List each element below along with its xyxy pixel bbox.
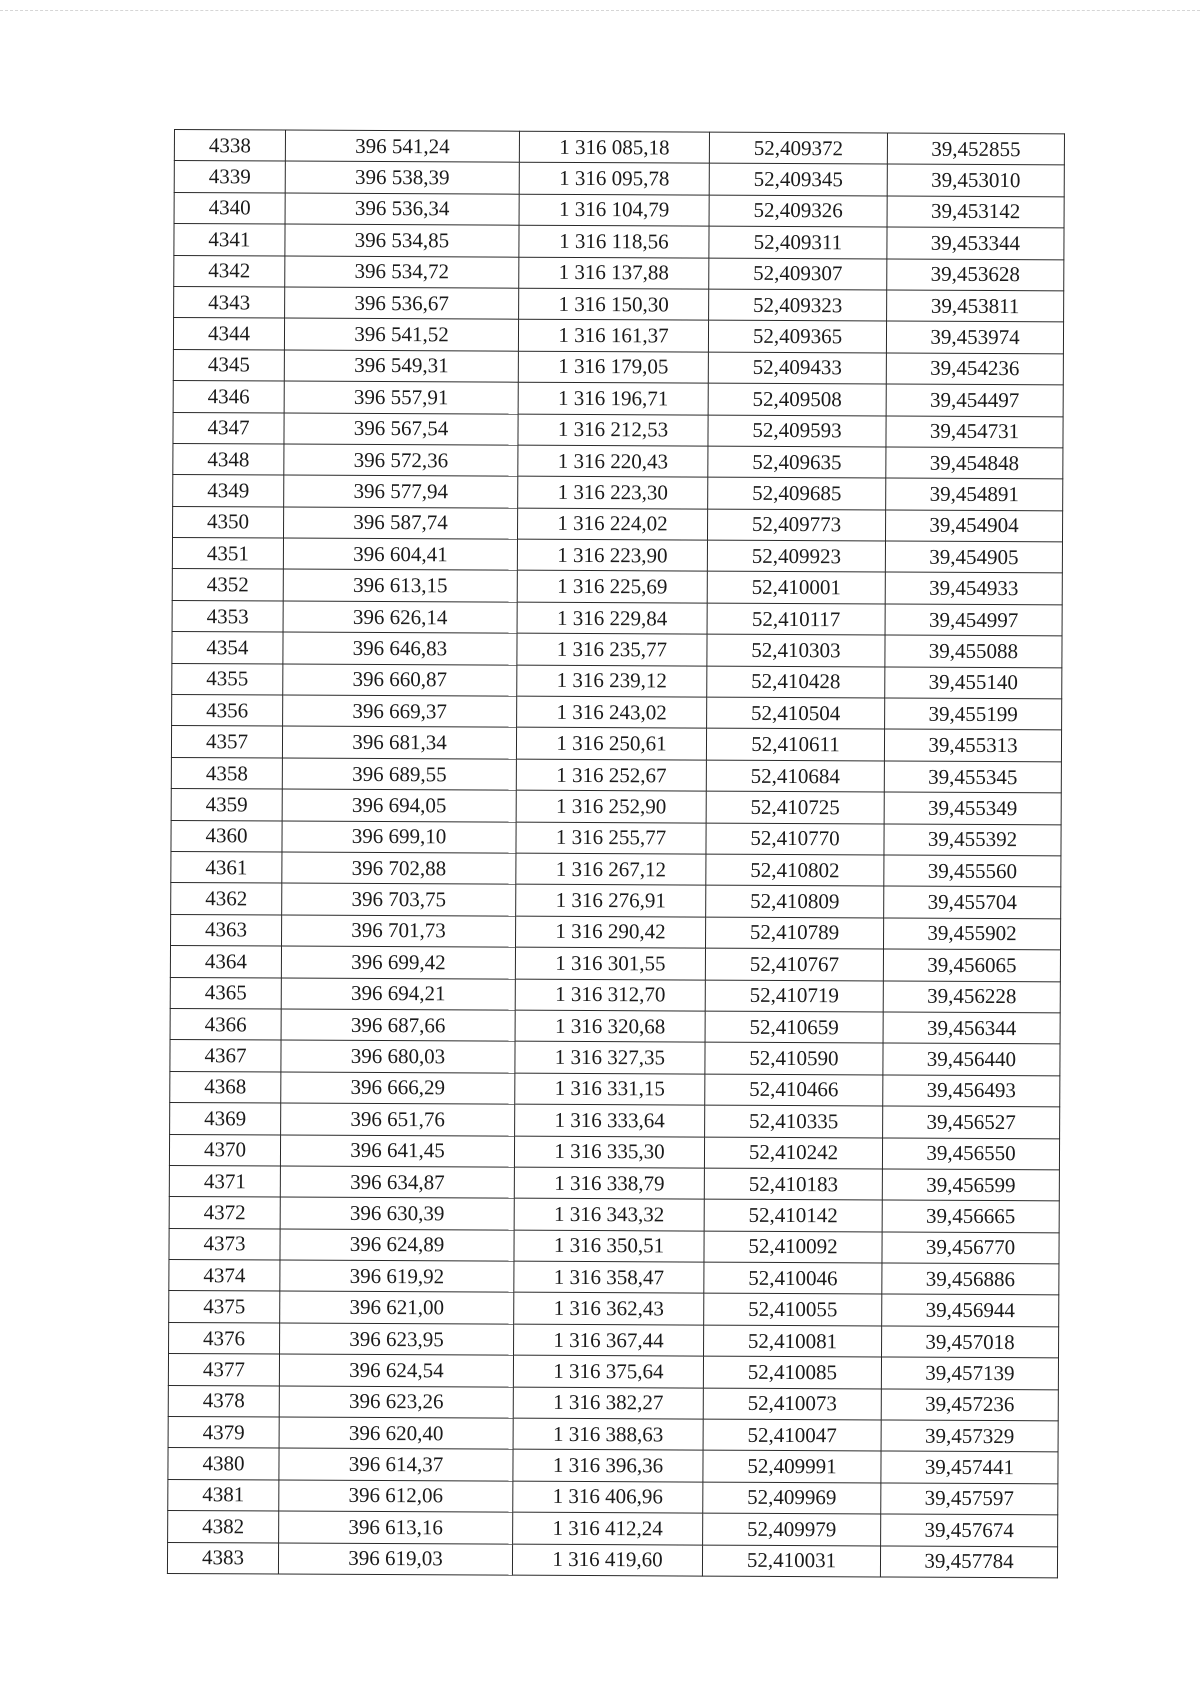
cell-point-number: 4351 (172, 538, 283, 570)
coordinates-table-body (167, 130, 1064, 1578)
cell-coord-y: 1 316 223,90 (517, 539, 707, 571)
cell-coord-y: 1 316 137,88 (519, 257, 709, 289)
cell-coord-y: 1 316 161,37 (518, 320, 708, 352)
cell-latitude: 52,410335 (705, 1105, 883, 1137)
cell-longitude: 39,454997 (885, 604, 1062, 636)
scan-edge-line (0, 10, 1200, 11)
cell-coord-x: 396 681,34 (282, 726, 516, 759)
table-row (172, 600, 1062, 636)
table-row (174, 286, 1064, 322)
cell-coord-x: 396 614,37 (279, 1448, 513, 1481)
cell-point-number: 4367 (170, 1040, 281, 1072)
cell-coord-y: 1 316 327,35 (515, 1042, 705, 1074)
table-row (170, 1008, 1060, 1044)
cell-point-number: 4381 (168, 1479, 279, 1511)
cell-coord-y: 1 316 358,47 (514, 1261, 704, 1293)
cell-point-number: 4343 (174, 286, 285, 318)
cell-longitude: 39,455140 (885, 667, 1062, 699)
table-row (173, 318, 1063, 354)
cell-longitude: 39,457236 (881, 1389, 1058, 1421)
table-row (173, 381, 1063, 417)
cell-latitude: 52,410073 (703, 1388, 881, 1420)
cell-latitude: 52,410590 (705, 1042, 883, 1074)
cell-longitude: 39,455392 (884, 824, 1061, 856)
cell-point-number: 4350 (173, 506, 284, 538)
cell-longitude: 39,452855 (887, 133, 1064, 165)
cell-latitude: 52,410719 (705, 980, 883, 1012)
cell-longitude: 39,453010 (887, 164, 1064, 196)
cell-longitude: 39,457597 (881, 1483, 1058, 1515)
cell-latitude: 52,409685 (708, 477, 886, 509)
table-row (169, 1197, 1059, 1233)
cell-point-number: 4363 (171, 914, 282, 946)
cell-coord-x: 396 534,72 (285, 256, 519, 289)
cell-coord-x: 396 541,24 (285, 130, 519, 163)
cell-coord-y: 1 316 406,96 (513, 1481, 703, 1513)
cell-coord-y: 1 316 412,24 (513, 1512, 703, 1544)
cell-coord-y: 1 316 396,36 (513, 1450, 703, 1482)
cell-coord-x: 396 604,41 (283, 538, 517, 571)
cell-coord-y: 1 316 276,91 (516, 885, 706, 917)
table-row (172, 538, 1062, 574)
table-row (172, 663, 1062, 699)
table-row (168, 1417, 1058, 1453)
cell-point-number: 4359 (171, 789, 282, 821)
cell-coord-y: 1 316 382,27 (513, 1387, 703, 1419)
cell-coord-x: 396 623,95 (280, 1323, 514, 1356)
table-row (172, 632, 1062, 668)
cell-coord-x: 396 619,92 (280, 1260, 514, 1293)
cell-latitude: 52,410428 (707, 666, 885, 698)
table-row (169, 1165, 1059, 1201)
cell-latitude: 52,410047 (703, 1419, 881, 1451)
cell-point-number: 4378 (168, 1385, 279, 1417)
cell-longitude: 39,456665 (882, 1200, 1059, 1232)
cell-point-number: 4373 (169, 1228, 280, 1260)
cell-longitude: 39,457018 (882, 1326, 1059, 1358)
table-row (172, 695, 1062, 731)
cell-coord-x: 396 621,00 (280, 1291, 514, 1324)
cell-coord-y: 1 316 338,79 (514, 1167, 704, 1199)
cell-longitude: 39,457329 (881, 1420, 1058, 1452)
cell-coord-x: 396 651,76 (281, 1103, 515, 1136)
table-row (173, 443, 1063, 479)
cell-coord-y: 1 316 225,69 (517, 571, 707, 603)
cell-coord-x: 396 587,74 (284, 507, 518, 540)
cell-longitude: 39,456770 (882, 1232, 1059, 1264)
cell-latitude: 52,410117 (707, 603, 885, 635)
table-row (170, 1040, 1060, 1076)
cell-latitude: 52,410684 (706, 760, 884, 792)
cell-latitude: 52,409508 (708, 383, 886, 415)
cell-latitude: 52,410504 (707, 697, 885, 729)
table-row (170, 946, 1060, 982)
cell-latitude: 52,409593 (708, 415, 886, 447)
cell-longitude: 39,455313 (884, 729, 1061, 761)
cell-point-number: 4354 (172, 632, 283, 664)
cell-coord-x: 396 567,54 (284, 413, 518, 446)
cell-latitude: 52,409311 (709, 226, 887, 258)
cell-coord-y: 1 316 312,70 (515, 979, 705, 1011)
cell-latitude: 52,410659 (705, 1011, 883, 1043)
cell-coord-x: 396 699,10 (282, 821, 516, 854)
cell-longitude: 39,457441 (881, 1451, 1058, 1483)
table-row (171, 789, 1061, 825)
cell-coord-y: 1 316 196,71 (518, 382, 708, 414)
cell-point-number: 4368 (170, 1071, 281, 1103)
cell-longitude: 39,454933 (885, 572, 1062, 604)
cell-latitude: 52,409323 (709, 289, 887, 321)
cell-point-number: 4339 (174, 161, 285, 193)
cell-longitude: 39,453628 (887, 259, 1064, 291)
cell-point-number: 4341 (174, 224, 285, 256)
table-row (170, 977, 1060, 1013)
cell-coord-y: 1 316 388,63 (513, 1418, 703, 1450)
table-row (171, 757, 1061, 793)
cell-coord-x: 396 536,34 (285, 193, 519, 226)
cell-longitude: 39,455902 (884, 918, 1061, 950)
cell-latitude: 52,410770 (706, 823, 884, 855)
cell-latitude: 52,409969 (703, 1482, 881, 1514)
cell-coord-x: 396 620,40 (279, 1417, 513, 1450)
table-row (168, 1354, 1058, 1390)
cell-coord-y: 1 316 220,43 (518, 445, 708, 477)
cell-latitude: 52,409326 (709, 195, 887, 227)
cell-longitude: 39,456886 (882, 1263, 1059, 1295)
cell-latitude: 52,409923 (707, 540, 885, 572)
cell-coord-x: 396 687,66 (281, 1009, 515, 1042)
cell-coord-x: 396 703,75 (282, 883, 516, 916)
table-row (171, 914, 1061, 950)
cell-longitude: 39,453811 (887, 290, 1064, 322)
cell-coord-y: 1 316 104,79 (519, 194, 709, 226)
cell-latitude: 52,410802 (706, 854, 884, 886)
cell-longitude: 39,456344 (883, 1012, 1060, 1044)
table-row (174, 192, 1064, 228)
cell-longitude: 39,455349 (884, 792, 1061, 824)
cell-point-number: 4345 (173, 349, 284, 381)
cell-coord-x: 396 630,39 (280, 1197, 514, 1230)
cell-latitude: 52,410725 (706, 791, 884, 823)
cell-coord-y: 1 316 350,51 (514, 1230, 704, 1262)
cell-point-number: 4353 (172, 600, 283, 632)
cell-point-number: 4362 (171, 883, 282, 915)
cell-latitude: 52,410055 (704, 1294, 882, 1326)
cell-latitude: 52,410789 (706, 917, 884, 949)
table-row (171, 883, 1061, 919)
cell-latitude: 52,410809 (706, 885, 884, 917)
cell-point-number: 4382 (168, 1511, 279, 1543)
table-row (169, 1228, 1059, 1264)
cell-longitude: 39,456065 (883, 949, 1060, 981)
cell-coord-x: 396 619,03 (278, 1543, 512, 1576)
cell-coord-x: 396 694,21 (281, 978, 515, 1011)
cell-point-number: 4366 (170, 1008, 281, 1040)
cell-point-number: 4348 (173, 443, 284, 475)
cell-longitude: 39,457674 (881, 1514, 1058, 1546)
cell-coord-x: 396 624,54 (279, 1354, 513, 1387)
cell-latitude: 52,410031 (702, 1545, 880, 1577)
cell-longitude: 39,457784 (880, 1546, 1057, 1578)
cell-coord-y: 1 316 267,12 (516, 853, 706, 885)
cell-longitude: 39,456599 (882, 1169, 1059, 1201)
cell-coord-y: 1 316 229,84 (517, 602, 707, 634)
cell-coord-x: 396 557,91 (284, 381, 518, 414)
cell-coord-y: 1 316 252,67 (516, 759, 706, 791)
cell-longitude: 39,454731 (886, 415, 1063, 447)
cell-point-number: 4342 (174, 255, 285, 287)
cell-coord-y: 1 316 212,53 (518, 414, 708, 446)
cell-point-number: 4369 (170, 1103, 281, 1135)
cell-coord-y: 1 316 235,77 (517, 633, 707, 665)
cell-point-number: 4380 (168, 1448, 279, 1480)
cell-point-number: 4371 (169, 1165, 280, 1197)
cell-coord-y: 1 316 343,32 (514, 1198, 704, 1230)
cell-longitude: 39,454497 (886, 384, 1063, 416)
cell-coord-x: 396 702,88 (282, 852, 516, 885)
cell-latitude: 52,409433 (708, 352, 886, 384)
cell-latitude: 52,410046 (704, 1262, 882, 1294)
table-row (174, 130, 1064, 166)
cell-coord-y: 1 316 179,05 (518, 351, 708, 383)
cell-coord-x: 396 641,45 (280, 1135, 514, 1168)
cell-coord-y: 1 316 375,64 (513, 1355, 703, 1387)
table-row (173, 349, 1063, 385)
cell-coord-x: 396 577,94 (284, 475, 518, 508)
cell-coord-y: 1 316 252,90 (516, 790, 706, 822)
cell-longitude: 39,455088 (885, 635, 1062, 667)
cell-latitude: 52,409345 (709, 164, 887, 196)
cell-coord-y: 1 316 095,78 (519, 163, 709, 195)
cell-longitude: 39,456493 (883, 1075, 1060, 1107)
cell-latitude: 52,409307 (709, 258, 887, 290)
cell-coord-x: 396 699,42 (281, 946, 515, 979)
cell-coord-y: 1 316 250,61 (516, 728, 706, 760)
table-row (169, 1260, 1059, 1296)
cell-longitude: 39,453142 (887, 196, 1064, 228)
cell-point-number: 4365 (170, 977, 281, 1009)
cell-latitude: 52,409635 (708, 446, 886, 478)
table-row (174, 161, 1064, 197)
cell-point-number: 4355 (172, 663, 283, 695)
cell-point-number: 4377 (168, 1354, 279, 1386)
cell-latitude: 52,410611 (706, 729, 884, 761)
cell-longitude: 39,456527 (883, 1106, 1060, 1138)
table-row (170, 1071, 1060, 1107)
cell-latitude: 52,410142 (704, 1199, 882, 1231)
cell-coord-y: 1 316 335,30 (514, 1136, 704, 1168)
cell-longitude: 39,456944 (882, 1294, 1059, 1326)
cell-coord-x: 396 538,39 (285, 161, 519, 194)
cell-point-number: 4376 (169, 1322, 280, 1354)
cell-coord-x: 396 666,29 (281, 1072, 515, 1105)
cell-latitude: 52,410767 (705, 948, 883, 980)
cell-coord-x: 396 536,67 (285, 287, 519, 320)
cell-longitude: 39,455199 (885, 698, 1062, 730)
cell-coord-x: 396 689,55 (282, 758, 516, 791)
document-page (167, 129, 1065, 1578)
table-row (170, 1103, 1060, 1139)
cell-coord-x: 396 612,06 (279, 1480, 513, 1513)
cell-latitude: 52,410303 (707, 634, 885, 666)
cell-latitude: 52,409773 (707, 509, 885, 541)
cell-coord-y: 1 316 239,12 (517, 665, 707, 697)
cell-point-number: 4357 (171, 726, 282, 758)
cell-latitude: 52,409991 (703, 1451, 881, 1483)
cell-longitude: 39,456228 (883, 981, 1060, 1013)
cell-coord-x: 396 624,89 (280, 1229, 514, 1262)
cell-point-number: 4352 (172, 569, 283, 601)
cell-latitude: 52,410081 (704, 1325, 882, 1357)
table-row (168, 1479, 1058, 1515)
cell-longitude: 39,454891 (886, 478, 1063, 510)
cell-coord-y: 1 316 362,43 (514, 1293, 704, 1325)
cell-coord-x: 396 613,15 (283, 570, 517, 603)
cell-latitude: 52,410466 (705, 1074, 883, 1106)
table-row (169, 1134, 1059, 1170)
cell-point-number: 4383 (167, 1542, 278, 1574)
cell-coord-y: 1 316 255,77 (516, 822, 706, 854)
cell-point-number: 4370 (169, 1134, 280, 1166)
cell-coord-x: 396 572,36 (284, 444, 518, 477)
cell-point-number: 4379 (168, 1417, 279, 1449)
cell-longitude: 39,453974 (886, 321, 1063, 353)
cell-coord-y: 1 316 223,30 (518, 476, 708, 508)
cell-latitude: 52,410001 (707, 572, 885, 604)
cell-latitude: 52,409979 (703, 1513, 881, 1545)
cell-coord-y: 1 316 301,55 (515, 947, 705, 979)
cell-coord-x: 396 680,03 (281, 1040, 515, 1073)
cell-point-number: 4356 (172, 695, 283, 727)
table-row (171, 820, 1061, 856)
cell-latitude: 52,409372 (709, 132, 887, 164)
cell-coord-y: 1 316 320,68 (515, 1010, 705, 1042)
cell-coord-x: 396 626,14 (283, 601, 517, 634)
cell-coord-y: 1 316 243,02 (517, 696, 707, 728)
cell-coord-x: 396 534,85 (285, 224, 519, 257)
cell-longitude: 39,455560 (884, 855, 1061, 887)
cell-coord-x: 396 701,73 (282, 915, 516, 948)
table-row (167, 1542, 1057, 1578)
table-row (174, 224, 1064, 260)
cell-coord-x: 396 669,37 (283, 695, 517, 728)
cell-longitude: 39,457139 (881, 1357, 1058, 1389)
table-row (169, 1291, 1059, 1327)
cell-point-number: 4375 (169, 1291, 280, 1323)
table-row (171, 851, 1061, 887)
cell-latitude: 52,409365 (708, 320, 886, 352)
cell-point-number: 4364 (170, 946, 281, 978)
cell-coord-y: 1 316 290,42 (516, 916, 706, 948)
cell-coord-x: 396 613,16 (279, 1511, 513, 1544)
cell-coord-x: 396 646,83 (283, 632, 517, 665)
cell-coord-y: 1 316 150,30 (519, 288, 709, 320)
cell-point-number: 4346 (173, 381, 284, 413)
cell-point-number: 4361 (171, 851, 282, 883)
table-row (168, 1511, 1058, 1547)
cell-longitude: 39,456440 (883, 1043, 1060, 1075)
cell-latitude: 52,410092 (704, 1231, 882, 1263)
cell-point-number: 4372 (169, 1197, 280, 1229)
cell-longitude: 39,454904 (885, 510, 1062, 542)
cell-coord-y: 1 316 224,02 (517, 508, 707, 540)
cell-latitude: 52,410183 (704, 1168, 882, 1200)
cell-point-number: 4358 (171, 757, 282, 789)
cell-coord-x: 396 623,26 (279, 1386, 513, 1419)
cell-latitude: 52,410085 (703, 1356, 881, 1388)
cell-coord-y: 1 316 118,56 (519, 225, 709, 257)
cell-longitude: 39,455704 (884, 886, 1061, 918)
table-row (169, 1322, 1059, 1358)
cell-point-number: 4360 (171, 820, 282, 852)
coordinates-table (167, 129, 1065, 1578)
cell-longitude: 39,453344 (887, 227, 1064, 259)
cell-longitude: 39,454905 (885, 541, 1062, 573)
table-row (168, 1385, 1058, 1421)
table-row (171, 726, 1061, 762)
table-row (173, 475, 1063, 511)
cell-coord-y: 1 316 333,64 (515, 1104, 705, 1136)
cell-point-number: 4344 (173, 318, 284, 350)
table-row (173, 506, 1063, 542)
cell-point-number: 4338 (174, 130, 285, 162)
cell-coord-x: 396 541,52 (284, 318, 518, 351)
cell-coord-y: 1 316 331,15 (515, 1073, 705, 1105)
cell-point-number: 4340 (174, 192, 285, 224)
cell-longitude: 39,456550 (882, 1137, 1059, 1169)
cell-point-number: 4374 (169, 1260, 280, 1292)
cell-latitude: 52,410242 (704, 1137, 882, 1169)
cell-point-number: 4349 (173, 475, 284, 507)
cell-longitude: 39,454848 (886, 447, 1063, 479)
cell-coord-x: 396 634,87 (280, 1166, 514, 1199)
cell-coord-x: 396 694,05 (282, 789, 516, 822)
table-row (172, 569, 1062, 605)
cell-coord-y: 1 316 085,18 (519, 131, 709, 163)
cell-point-number: 4347 (173, 412, 284, 444)
cell-coord-x: 396 549,31 (284, 350, 518, 383)
cell-coord-y: 1 316 419,60 (512, 1544, 702, 1576)
table-row (174, 255, 1064, 291)
cell-coord-y: 1 316 367,44 (514, 1324, 704, 1356)
cell-longitude: 39,455345 (884, 761, 1061, 793)
table-row (173, 412, 1063, 448)
cell-coord-x: 396 660,87 (283, 664, 517, 697)
cell-longitude: 39,454236 (886, 353, 1063, 385)
table-row (168, 1448, 1058, 1484)
